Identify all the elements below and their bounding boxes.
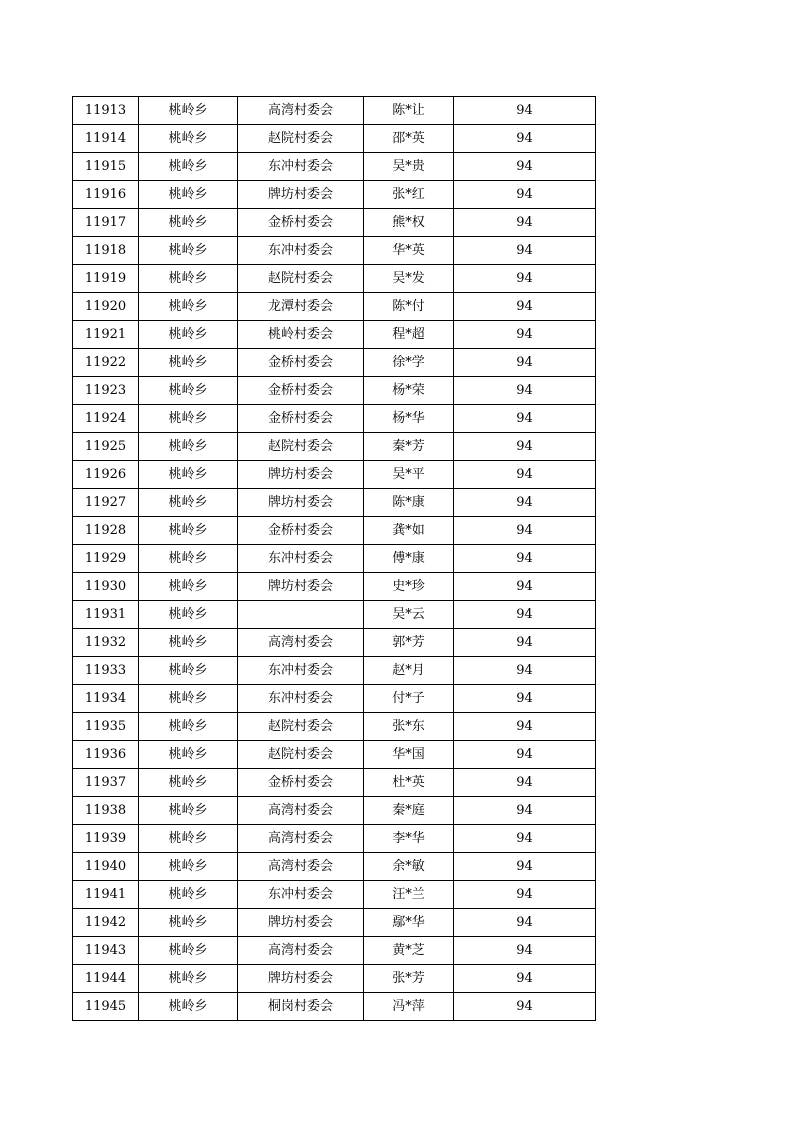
village-committee-cell: 东冲村委会: [238, 657, 364, 685]
row-number-cell: 11945: [73, 993, 139, 1021]
village-committee-cell: 金桥村委会: [238, 377, 364, 405]
score-cell: 94: [454, 797, 596, 825]
data-table: [72, 96, 596, 1021]
table-row: [73, 573, 596, 601]
township-cell: 桃岭乡: [139, 489, 238, 517]
table-row: [73, 181, 596, 209]
table-row: [73, 293, 596, 321]
person-name-cell: 龚*如: [364, 517, 454, 545]
row-number-cell: 11944: [73, 965, 139, 993]
township-cell: 桃岭乡: [139, 937, 238, 965]
score-cell: 94: [454, 321, 596, 349]
table-row: [73, 349, 596, 377]
person-name-cell: 杜*英: [364, 769, 454, 797]
township-cell: 桃岭乡: [139, 769, 238, 797]
row-number-cell: 11914: [73, 125, 139, 153]
row-number-cell: 11938: [73, 797, 139, 825]
row-number-cell: 11918: [73, 237, 139, 265]
township-cell: 桃岭乡: [139, 629, 238, 657]
village-committee-cell: 高湾村委会: [238, 97, 364, 125]
score-cell: 94: [454, 573, 596, 601]
village-committee-cell: 高湾村委会: [238, 629, 364, 657]
table-row: [73, 405, 596, 433]
score-cell: 94: [454, 629, 596, 657]
township-cell: 桃岭乡: [139, 825, 238, 853]
row-number-cell: 11921: [73, 321, 139, 349]
person-name-cell: 余*敏: [364, 853, 454, 881]
township-cell: 桃岭乡: [139, 853, 238, 881]
person-name-cell: 华*国: [364, 741, 454, 769]
village-committee-cell: [238, 601, 364, 629]
township-cell: 桃岭乡: [139, 125, 238, 153]
person-name-cell: 陈*付: [364, 293, 454, 321]
table-row: [73, 853, 596, 881]
village-committee-cell: 赵院村委会: [238, 125, 364, 153]
person-name-cell: 张*红: [364, 181, 454, 209]
village-committee-cell: 赵院村委会: [238, 433, 364, 461]
person-name-cell: 郭*芳: [364, 629, 454, 657]
score-cell: 94: [454, 517, 596, 545]
row-number-cell: 11930: [73, 573, 139, 601]
row-number-cell: 11917: [73, 209, 139, 237]
person-name-cell: 付*子: [364, 685, 454, 713]
row-number-cell: 11929: [73, 545, 139, 573]
table-row: [73, 741, 596, 769]
table-row: [73, 769, 596, 797]
score-cell: 94: [454, 489, 596, 517]
township-cell: 桃岭乡: [139, 993, 238, 1021]
village-committee-cell: 高湾村委会: [238, 825, 364, 853]
person-name-cell: 吴*发: [364, 265, 454, 293]
row-number-cell: 11925: [73, 433, 139, 461]
row-number-cell: 11932: [73, 629, 139, 657]
score-cell: 94: [454, 125, 596, 153]
row-number-cell: 11919: [73, 265, 139, 293]
township-cell: 桃岭乡: [139, 377, 238, 405]
row-number-cell: 11940: [73, 853, 139, 881]
row-number-cell: 11927: [73, 489, 139, 517]
township-cell: 桃岭乡: [139, 881, 238, 909]
score-cell: 94: [454, 461, 596, 489]
person-name-cell: 徐*学: [364, 349, 454, 377]
table-row: [73, 97, 596, 125]
score-cell: 94: [454, 237, 596, 265]
table-row: [73, 797, 596, 825]
score-cell: 94: [454, 853, 596, 881]
person-name-cell: 秦*庭: [364, 797, 454, 825]
township-cell: 桃岭乡: [139, 545, 238, 573]
township-cell: 桃岭乡: [139, 741, 238, 769]
row-number-cell: 11915: [73, 153, 139, 181]
person-name-cell: 张*芳: [364, 965, 454, 993]
score-cell: 94: [454, 97, 596, 125]
table-row: [73, 825, 596, 853]
table-body: [73, 97, 596, 1021]
person-name-cell: 李*华: [364, 825, 454, 853]
row-number-cell: 11939: [73, 825, 139, 853]
village-committee-cell: 赵院村委会: [238, 741, 364, 769]
township-cell: 桃岭乡: [139, 209, 238, 237]
row-number-cell: 11943: [73, 937, 139, 965]
table-row: [73, 713, 596, 741]
person-name-cell: 秦*芳: [364, 433, 454, 461]
village-committee-cell: 龙潭村委会: [238, 293, 364, 321]
row-number-cell: 11928: [73, 517, 139, 545]
township-cell: 桃岭乡: [139, 685, 238, 713]
row-number-cell: 11923: [73, 377, 139, 405]
score-cell: 94: [454, 993, 596, 1021]
row-number-cell: 11924: [73, 405, 139, 433]
score-cell: 94: [454, 909, 596, 937]
table-row: [73, 685, 596, 713]
village-committee-cell: 金桥村委会: [238, 349, 364, 377]
table-row: [73, 909, 596, 937]
township-cell: 桃岭乡: [139, 909, 238, 937]
village-committee-cell: 牌坊村委会: [238, 909, 364, 937]
village-committee-cell: 牌坊村委会: [238, 965, 364, 993]
village-committee-cell: 牌坊村委会: [238, 461, 364, 489]
row-number-cell: 11934: [73, 685, 139, 713]
person-name-cell: 杨*华: [364, 405, 454, 433]
row-number-cell: 11916: [73, 181, 139, 209]
township-cell: 桃岭乡: [139, 601, 238, 629]
table-row: [73, 545, 596, 573]
table-row: [73, 489, 596, 517]
table-row: [73, 993, 596, 1021]
village-committee-cell: 金桥村委会: [238, 405, 364, 433]
village-committee-cell: 牌坊村委会: [238, 573, 364, 601]
score-cell: 94: [454, 741, 596, 769]
township-cell: 桃岭乡: [139, 517, 238, 545]
village-committee-cell: 桐岗村委会: [238, 993, 364, 1021]
score-cell: 94: [454, 293, 596, 321]
row-number-cell: 11931: [73, 601, 139, 629]
township-cell: 桃岭乡: [139, 293, 238, 321]
score-cell: 94: [454, 601, 596, 629]
village-committee-cell: 金桥村委会: [238, 517, 364, 545]
score-cell: 94: [454, 769, 596, 797]
score-cell: 94: [454, 713, 596, 741]
score-cell: 94: [454, 209, 596, 237]
person-name-cell: 熊*权: [364, 209, 454, 237]
village-committee-cell: 桃岭村委会: [238, 321, 364, 349]
township-cell: 桃岭乡: [139, 405, 238, 433]
table-row: [73, 265, 596, 293]
row-number-cell: 11936: [73, 741, 139, 769]
person-name-cell: 邵*英: [364, 125, 454, 153]
person-name-cell: 吴*贵: [364, 153, 454, 181]
village-committee-cell: 东冲村委会: [238, 153, 364, 181]
township-cell: 桃岭乡: [139, 321, 238, 349]
table-row: [73, 937, 596, 965]
village-committee-cell: 东冲村委会: [238, 237, 364, 265]
township-cell: 桃岭乡: [139, 657, 238, 685]
score-cell: 94: [454, 433, 596, 461]
row-number-cell: 11926: [73, 461, 139, 489]
score-cell: 94: [454, 685, 596, 713]
row-number-cell: 11920: [73, 293, 139, 321]
person-name-cell: 汪*兰: [364, 881, 454, 909]
township-cell: 桃岭乡: [139, 265, 238, 293]
table-row: [73, 125, 596, 153]
village-committee-cell: 高湾村委会: [238, 937, 364, 965]
score-cell: 94: [454, 881, 596, 909]
person-name-cell: 陈*让: [364, 97, 454, 125]
table-row: [73, 153, 596, 181]
village-committee-cell: 金桥村委会: [238, 209, 364, 237]
score-cell: 94: [454, 545, 596, 573]
township-cell: 桃岭乡: [139, 965, 238, 993]
person-name-cell: 张*东: [364, 713, 454, 741]
village-committee-cell: 牌坊村委会: [238, 181, 364, 209]
row-number-cell: 11933: [73, 657, 139, 685]
township-cell: 桃岭乡: [139, 461, 238, 489]
village-committee-cell: 高湾村委会: [238, 797, 364, 825]
person-name-cell: 吴*云: [364, 601, 454, 629]
table-row: [73, 601, 596, 629]
village-committee-cell: 高湾村委会: [238, 853, 364, 881]
township-cell: 桃岭乡: [139, 237, 238, 265]
person-name-cell: 华*英: [364, 237, 454, 265]
person-name-cell: 赵*月: [364, 657, 454, 685]
person-name-cell: 鄢*华: [364, 909, 454, 937]
village-committee-cell: 东冲村委会: [238, 881, 364, 909]
village-committee-cell: 东冲村委会: [238, 545, 364, 573]
table-row: [73, 517, 596, 545]
row-number-cell: 11941: [73, 881, 139, 909]
row-number-cell: 11913: [73, 97, 139, 125]
score-cell: 94: [454, 377, 596, 405]
table-row: [73, 433, 596, 461]
table-row: [73, 657, 596, 685]
table-row: [73, 377, 596, 405]
person-name-cell: 程*超: [364, 321, 454, 349]
person-name-cell: 傅*康: [364, 545, 454, 573]
township-cell: 桃岭乡: [139, 433, 238, 461]
score-cell: 94: [454, 937, 596, 965]
score-cell: 94: [454, 825, 596, 853]
person-name-cell: 史*珍: [364, 573, 454, 601]
township-cell: 桃岭乡: [139, 181, 238, 209]
table-row: [73, 321, 596, 349]
score-cell: 94: [454, 965, 596, 993]
table-row: [73, 881, 596, 909]
village-committee-cell: 赵院村委会: [238, 713, 364, 741]
township-cell: 桃岭乡: [139, 573, 238, 601]
village-committee-cell: 赵院村委会: [238, 265, 364, 293]
row-number-cell: 11942: [73, 909, 139, 937]
table-row: [73, 629, 596, 657]
village-committee-cell: 东冲村委会: [238, 685, 364, 713]
score-cell: 94: [454, 265, 596, 293]
township-cell: 桃岭乡: [139, 797, 238, 825]
village-committee-cell: 牌坊村委会: [238, 489, 364, 517]
person-name-cell: 冯*萍: [364, 993, 454, 1021]
table-row: [73, 461, 596, 489]
village-committee-cell: 金桥村委会: [238, 769, 364, 797]
row-number-cell: 11922: [73, 349, 139, 377]
person-name-cell: 吴*平: [364, 461, 454, 489]
person-name-cell: 陈*康: [364, 489, 454, 517]
score-cell: 94: [454, 349, 596, 377]
township-cell: 桃岭乡: [139, 153, 238, 181]
township-cell: 桃岭乡: [139, 349, 238, 377]
table-row: [73, 237, 596, 265]
score-cell: 94: [454, 405, 596, 433]
person-name-cell: 杨*荣: [364, 377, 454, 405]
township-cell: 桃岭乡: [139, 713, 238, 741]
table-row: [73, 209, 596, 237]
township-cell: 桃岭乡: [139, 97, 238, 125]
row-number-cell: 11935: [73, 713, 139, 741]
row-number-cell: 11937: [73, 769, 139, 797]
score-cell: 94: [454, 657, 596, 685]
table-row: [73, 965, 596, 993]
score-cell: 94: [454, 181, 596, 209]
score-cell: 94: [454, 153, 596, 181]
person-name-cell: 黄*芝: [364, 937, 454, 965]
